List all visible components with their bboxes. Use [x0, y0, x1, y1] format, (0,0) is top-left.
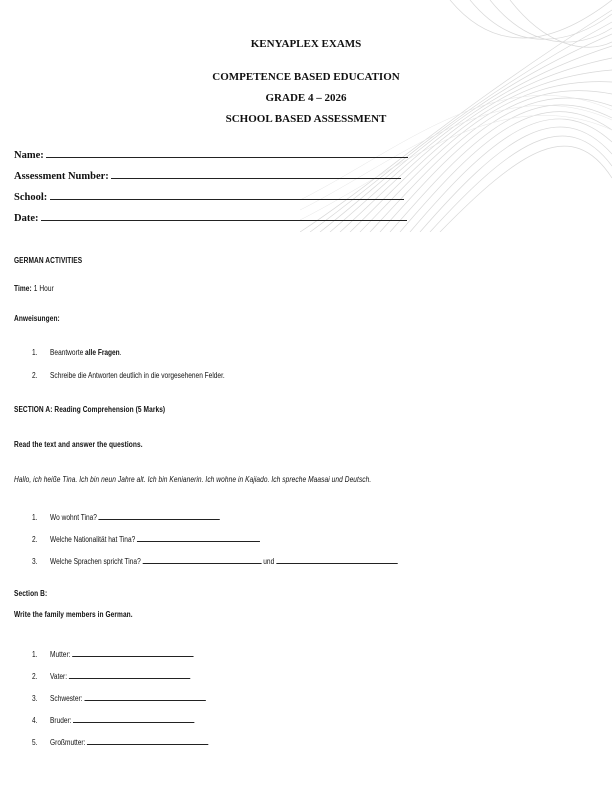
- instruction-text: Schreibe die Antworten deutlich in die vorgesehenen Felder.: [50, 371, 225, 380]
- question-item: [32, 511, 220, 522]
- school-label: School:: [14, 192, 48, 203]
- curriculum-title: COMPETENCE BASED EDUCATION: [212, 71, 400, 83]
- org-title: KENYAPLEX EXAMS: [250, 38, 362, 50]
- answer-joiner: und: [263, 557, 275, 566]
- school-field: [14, 190, 404, 203]
- name-label: Name:: [14, 150, 44, 161]
- family-label: Bruder:: [50, 716, 72, 725]
- family-number: 1.: [32, 650, 38, 659]
- instruction-item: [32, 371, 225, 380]
- school-input-line[interactable]: [50, 190, 404, 200]
- family-number: 4.: [32, 716, 38, 725]
- family-item: [32, 692, 206, 703]
- family-label: Mutter:: [50, 650, 71, 659]
- question-text: Wo wohnt Tina?: [50, 513, 97, 522]
- answer-line[interactable]: [143, 555, 262, 564]
- answer-line[interactable]: [69, 670, 190, 679]
- answer-line[interactable]: [87, 736, 208, 745]
- instruction-text-post: .: [119, 348, 122, 357]
- answer-line[interactable]: [276, 555, 397, 564]
- answer-line[interactable]: [99, 511, 220, 520]
- assessment-number-label: Assessment Number:: [14, 171, 109, 182]
- answer-line[interactable]: [72, 648, 193, 657]
- instruction-item: [32, 348, 122, 357]
- question-number: 1.: [32, 513, 38, 522]
- time-label: Time:: [14, 284, 32, 293]
- date-input-line[interactable]: [41, 211, 407, 221]
- answer-line[interactable]: [137, 533, 260, 542]
- family-label: Großmutter:: [50, 738, 86, 747]
- date-label: Date:: [14, 213, 39, 224]
- assessment-title: SCHOOL BASED ASSESSMENT: [225, 113, 387, 125]
- section-b-title: Section B:: [14, 589, 48, 598]
- family-number: 2.: [32, 672, 38, 681]
- question-number: 3.: [32, 557, 38, 566]
- question-number: 2.: [32, 535, 38, 544]
- question-text: Welche Sprachen spricht Tina?: [50, 557, 141, 566]
- date-field: [14, 211, 407, 224]
- section-a-title: SECTION A: Reading Comprehension (5 Marks): [14, 405, 166, 414]
- grade-title: GRADE 4 – 2026: [265, 92, 347, 104]
- name-input-line[interactable]: [46, 148, 408, 158]
- assessment-number-input-line[interactable]: [111, 169, 401, 179]
- family-label: Schwester:: [50, 694, 83, 703]
- answer-line[interactable]: [84, 692, 205, 701]
- name-field: [14, 148, 408, 161]
- section-b-instruction: Write the family members in German.: [14, 610, 133, 619]
- family-item: [32, 670, 190, 681]
- instruction-text-pre: Beantworte: [50, 348, 86, 357]
- instruction-number: 2.: [32, 371, 38, 380]
- family-item: [32, 714, 195, 725]
- assessment-number-field: [14, 169, 401, 182]
- family-item: [32, 648, 194, 659]
- answer-line[interactable]: [73, 714, 194, 723]
- question-item: [32, 533, 260, 544]
- time-value: 1 Hour: [31, 284, 54, 293]
- family-item: [32, 736, 209, 747]
- question-text: Welche Nationalität hat Tina?: [50, 535, 136, 544]
- instruction-number: 1.: [32, 348, 38, 357]
- reading-passage: Hallo, ich heiße Tina. Ich bin neun Jahre alt. Ich bin Kenianerin. Ich wohne in Kajiado. Ich spreche Maasai und Deutsch.: [14, 475, 372, 484]
- instruction-text-bold: alle Fragen: [85, 348, 120, 357]
- question-item: [32, 555, 397, 566]
- subject-heading: GERMAN ACTIVITIES: [14, 256, 83, 265]
- family-label: Vater:: [50, 672, 68, 681]
- section-a-instruction: Read the text and answer the questions.: [14, 440, 143, 449]
- family-number: 5.: [32, 738, 38, 747]
- time-line: [14, 284, 54, 293]
- instructions-title: Anweisungen:: [14, 314, 60, 323]
- family-number: 3.: [32, 694, 38, 703]
